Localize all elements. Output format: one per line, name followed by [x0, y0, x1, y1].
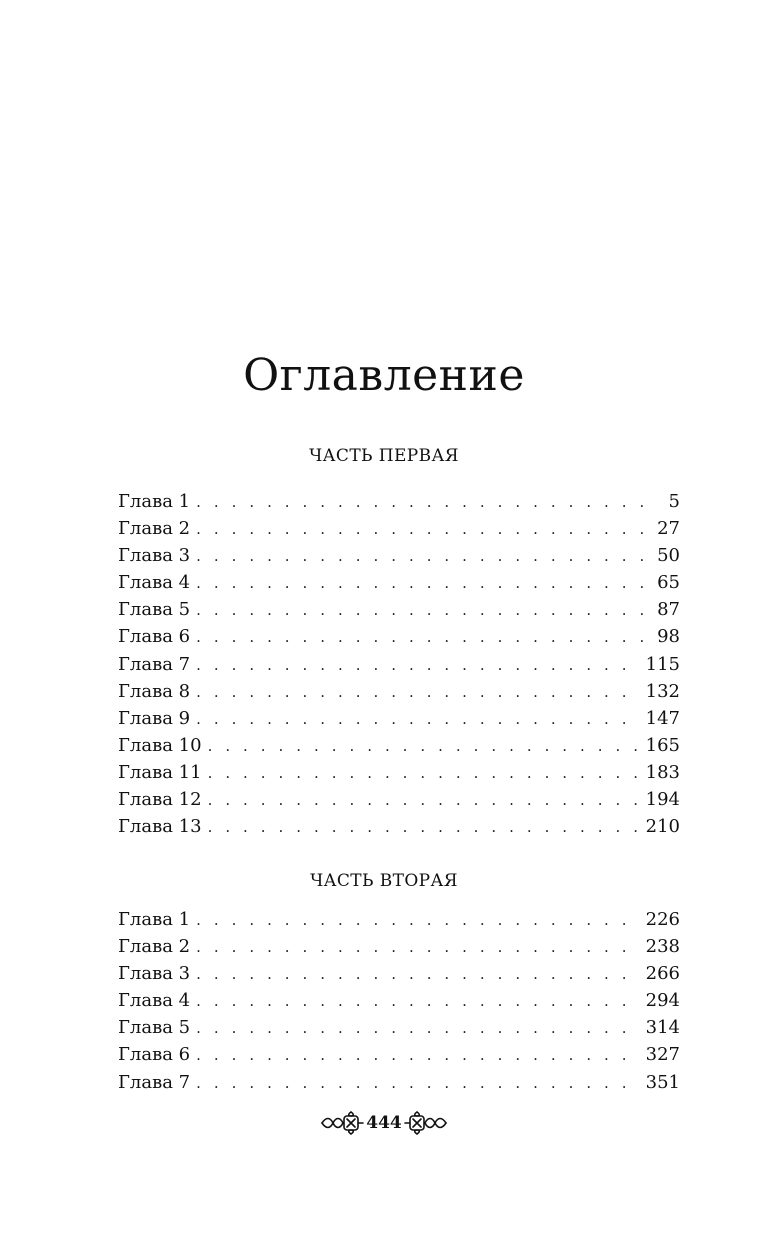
toc-entry-page: 351	[645, 1071, 680, 1093]
toc-entry-label: Глава 4	[118, 990, 191, 1012]
dot-leader	[208, 760, 640, 787]
knot-ornament-icon	[404, 1108, 448, 1138]
dot-leader	[196, 706, 640, 733]
toc-entry-label: Глава 7	[118, 653, 191, 675]
toc-entry	[118, 987, 680, 1014]
toc-entry	[118, 813, 680, 840]
toc-entry	[118, 960, 680, 987]
toc-entry-label: Глава 7	[118, 1071, 191, 1093]
dot-leader	[196, 1042, 640, 1069]
toc-entry-label: Глава 2	[118, 936, 191, 958]
page-title: Оглавление	[243, 350, 525, 401]
toc-entry	[118, 623, 680, 650]
toc-entry-label: Глава 5	[118, 599, 191, 621]
toc-entry-page: 50	[657, 545, 680, 567]
toc-entry-label: Глава 12	[118, 789, 202, 811]
dot-leader	[208, 814, 640, 841]
dot-leader	[196, 516, 651, 543]
part-one-toc	[118, 488, 680, 840]
part-two-toc	[118, 906, 680, 1096]
toc-entry	[118, 732, 680, 759]
toc-entry-page: 98	[657, 626, 680, 648]
toc-entry	[118, 1014, 680, 1041]
toc-entry-label: Глава 13	[118, 816, 202, 838]
toc-entry-page: 210	[645, 816, 680, 838]
toc-entry	[118, 596, 680, 623]
toc-entry-label: Глава 10	[118, 734, 202, 756]
toc-entry-page: 294	[645, 990, 680, 1012]
toc-entry-label: Глава 5	[118, 1017, 191, 1039]
toc-entry-page: 327	[645, 1044, 680, 1066]
dot-leader	[196, 934, 640, 961]
page-number: 444	[366, 1113, 402, 1133]
dot-leader	[196, 543, 651, 570]
toc-entry	[118, 906, 680, 933]
dot-leader	[196, 907, 640, 934]
toc-entry-page: 183	[645, 761, 680, 783]
dot-leader	[196, 1015, 640, 1042]
toc-entry-page: 132	[645, 680, 680, 702]
toc-entry-page: 147	[645, 707, 680, 729]
toc-entry	[118, 542, 680, 569]
dot-leader	[196, 624, 651, 651]
dot-leader	[196, 652, 640, 679]
dot-leader	[196, 1070, 640, 1097]
toc-entry	[118, 705, 680, 732]
dot-leader	[196, 489, 654, 516]
page-folio	[0, 1108, 768, 1138]
toc-entry-page: 27	[657, 518, 680, 540]
dot-leader	[208, 787, 640, 814]
toc-entry	[118, 786, 680, 813]
toc-entry	[118, 933, 680, 960]
toc-entry	[118, 488, 680, 515]
toc-entry	[118, 515, 680, 542]
toc-entry-label: Глава 4	[118, 572, 191, 594]
knot-ornament-icon	[320, 1108, 364, 1138]
toc-entry-page: 5	[668, 491, 680, 512]
part-two-heading: ЧАСТЬ ВТОРАЯ	[310, 871, 458, 891]
toc-entry	[118, 651, 680, 678]
toc-entry	[118, 569, 680, 596]
toc-entry-page: 226	[645, 909, 680, 930]
dot-leader	[208, 733, 640, 760]
dot-leader	[196, 570, 651, 597]
dot-leader	[196, 597, 651, 624]
toc-entry	[118, 1069, 680, 1096]
toc-entry-page: 314	[645, 1017, 680, 1039]
toc-entry-label: Глава 1	[118, 491, 191, 512]
toc-entry-label: Глава 11	[118, 761, 202, 783]
toc-entry	[118, 678, 680, 705]
toc-entry-label: Глава 3	[118, 963, 191, 985]
toc-entry-page: 87	[657, 599, 680, 621]
toc-entry	[118, 759, 680, 786]
toc-entry-page: 238	[645, 936, 680, 958]
toc-entry-label: Глава 9	[118, 707, 191, 729]
toc-entry-page: 65	[657, 572, 680, 594]
toc-entry-label: Глава 2	[118, 518, 191, 540]
toc-entry-label: Глава 3	[118, 545, 191, 567]
dot-leader	[196, 988, 640, 1015]
toc-entry-page: 194	[645, 789, 680, 811]
toc-entry-label: Глава 8	[118, 680, 191, 702]
toc-entry-page: 115	[645, 653, 680, 675]
dot-leader	[196, 679, 640, 706]
toc-entry-page: 266	[645, 963, 680, 985]
toc-entry-label: Глава 1	[118, 909, 191, 930]
toc-entry-label: Глава 6	[118, 626, 191, 648]
toc-entry	[118, 1041, 680, 1068]
toc-entry-page: 165	[645, 734, 680, 756]
toc-entry-label: Глава 6	[118, 1044, 191, 1066]
part-one-heading: ЧАСТЬ ПЕРВАЯ	[309, 446, 459, 466]
dot-leader	[196, 961, 640, 988]
